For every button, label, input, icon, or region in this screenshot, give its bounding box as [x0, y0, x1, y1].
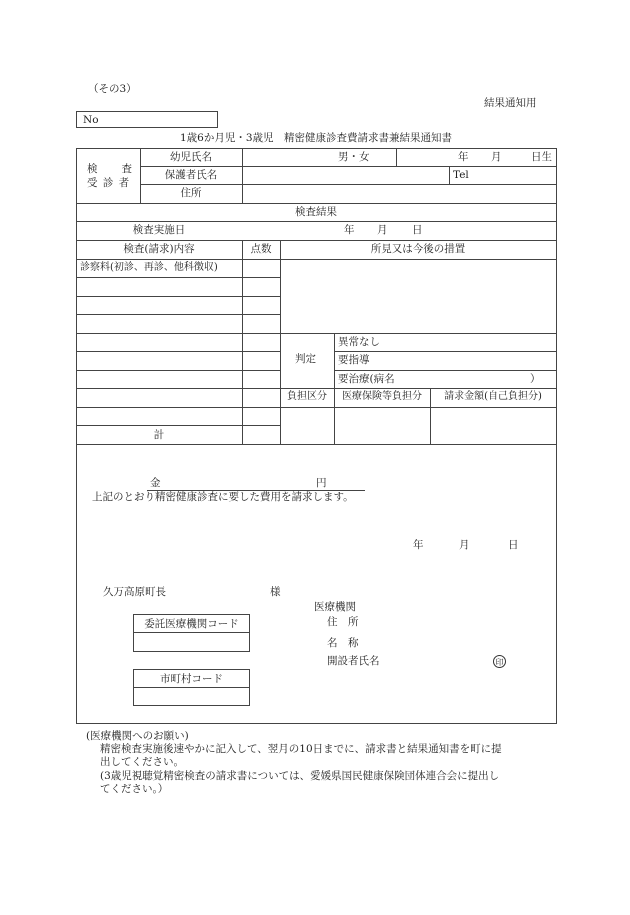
- institution-address-label: 住 所: [327, 616, 359, 628]
- findings-header: 所見又は今後の措置: [370, 243, 466, 255]
- judgement-treatment-close: ）: [530, 373, 541, 385]
- notes-line-4: てください。）: [100, 783, 169, 795]
- addressee: 久万高原町長: [103, 586, 166, 598]
- sex-choice[interactable]: 男・女: [338, 151, 370, 163]
- notes-line-3: (3歳児視聴覚精密検査の請求書については、愛媛県国民健康保険団体連合会に提出し: [100, 770, 500, 782]
- judgement-normal[interactable]: 異常なし: [338, 336, 380, 348]
- content-header: 検査(請求)内容: [123, 243, 195, 255]
- claim-month-label: 月: [459, 539, 470, 551]
- guardian-name-label: 保護者氏名: [164, 169, 218, 181]
- exam-year-label: 年: [344, 224, 355, 236]
- claim-year-label: 年: [413, 539, 424, 551]
- institution-name-label: 名 称: [327, 637, 359, 649]
- exam-month-label: 月: [377, 224, 388, 236]
- honorific: 様: [270, 586, 281, 598]
- examinee-group-label-1: 検 査: [87, 163, 133, 175]
- examinee-group-label-2: 受 診 者: [87, 177, 131, 189]
- exam-day-label: 日: [412, 224, 423, 236]
- notes-heading: (医療機関へのお願い): [86, 730, 189, 742]
- address-label: 住所: [180, 187, 202, 199]
- insurance-burden-label: 医療保険等負担分: [342, 391, 422, 402]
- claim-day-label: 日: [508, 539, 519, 551]
- child-name-label: 幼児氏名: [170, 151, 212, 163]
- municipality-code-label: 市町村コード: [160, 673, 223, 685]
- municipality-code-box[interactable]: [133, 669, 250, 706]
- contract-code-label: 委託医療機関コード: [144, 618, 239, 630]
- claim-statement: 上記のとおり精密健康診査に要した費用を請求します。: [92, 491, 354, 503]
- copy-type-label: 結果通知用: [484, 97, 537, 109]
- birth-month-label: 月: [491, 151, 502, 163]
- notes-line-1: 精密検査実施後速やかに記入して、翌月の10日までに、請求書と結果通知書を町に提: [100, 743, 502, 755]
- tel-label: Tel: [453, 169, 469, 181]
- exam-date-label: 検査実施日: [132, 224, 186, 236]
- burden-label: 負担区分: [287, 391, 327, 402]
- points-header: 点数: [250, 243, 272, 255]
- notes-line-2: 出してください。: [100, 756, 184, 768]
- results-section-title: 検査結果: [295, 206, 337, 218]
- total-label: 計: [153, 429, 165, 441]
- consultation-fee-label: 診察料(初診、再診、他科徴収): [80, 262, 218, 273]
- form-title: 1歳6か月児・3歳児 精密健康診査費請求書兼結果通知書: [179, 132, 453, 144]
- number-label: No: [83, 114, 99, 126]
- birth-year-label: 年: [458, 151, 469, 163]
- seal-mark: 印: [493, 655, 506, 668]
- amount-suffix: 円: [316, 477, 327, 489]
- institution-label: 医療機関: [314, 601, 356, 613]
- contract-code-box[interactable]: [133, 614, 250, 652]
- judgement-guidance[interactable]: 要指導: [338, 354, 370, 366]
- amount-prefix: 金: [150, 477, 161, 489]
- claim-amount-label: 請求金額(自己負担分): [444, 391, 542, 402]
- birth-day-label: 日生: [531, 151, 552, 163]
- judgement-treatment[interactable]: 要治療(病名: [338, 373, 395, 385]
- founder-name-label: 開設者氏名: [327, 655, 380, 667]
- part-number: （その3）: [88, 83, 137, 95]
- number-field[interactable]: [76, 111, 218, 128]
- judgement-label: 判定: [295, 353, 316, 365]
